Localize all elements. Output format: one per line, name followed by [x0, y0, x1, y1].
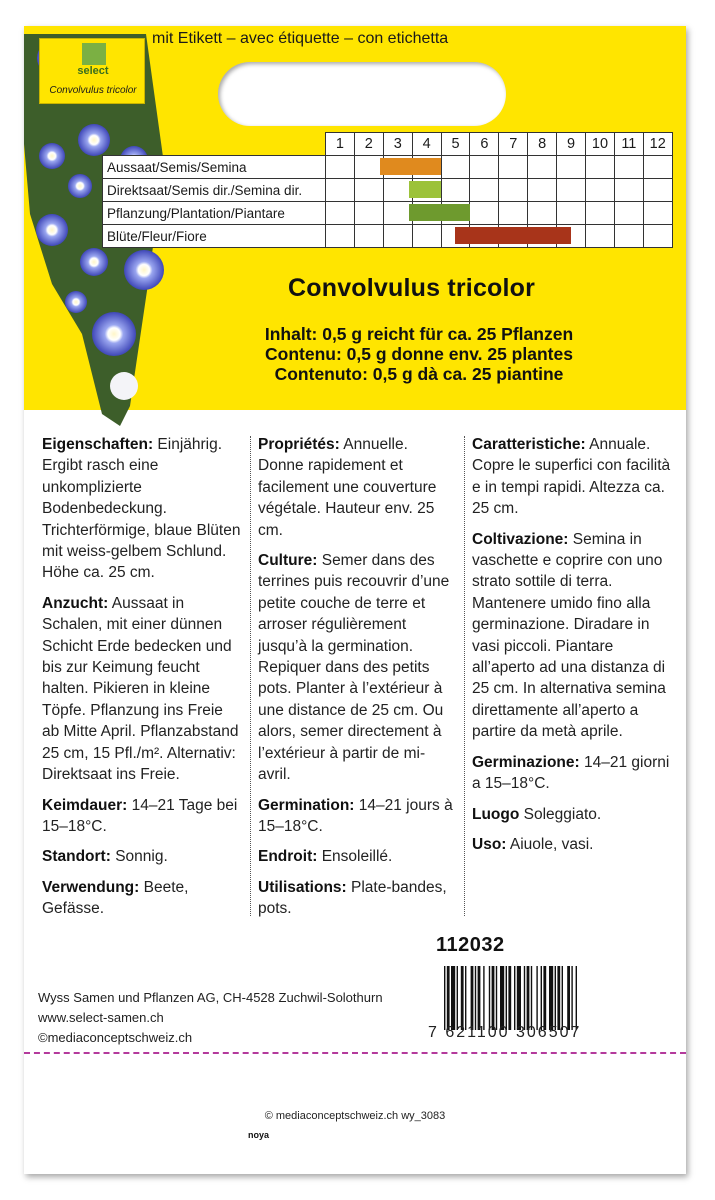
- select-logo: [73, 43, 113, 77]
- calendar-cell: [470, 179, 499, 202]
- calendar-cell: [586, 225, 615, 248]
- barcode-bar: [496, 966, 497, 1030]
- de-germination: Keimdauer: 14–21 Tage bei 15–18°C.: [42, 796, 238, 835]
- column-italian: [472, 434, 678, 864]
- species-title: Convolvulus tricolor: [288, 274, 536, 302]
- barcode-bar: [524, 966, 525, 1030]
- calendar-cell: [326, 225, 355, 248]
- calendar-cell: [354, 156, 383, 179]
- printer-logo: noya: [248, 1130, 270, 1140]
- calendar-cell: [412, 225, 441, 248]
- calendar-cell: [528, 179, 557, 202]
- calendar-cell: [528, 202, 557, 225]
- month-header: 2: [354, 133, 383, 156]
- article-number: 112032: [436, 934, 505, 956]
- calendar-cell: [441, 179, 470, 202]
- barcode-bar: [555, 966, 556, 1030]
- column-divider: [464, 436, 465, 916]
- label-species-name: Convolvulus tricolor: [49, 85, 137, 96]
- column-german: [42, 434, 242, 929]
- calendar-row-label: Pflanzung/Plantation/Piantare: [103, 202, 326, 225]
- fr-cultivation: Culture: Semer dans des terrines puis recouvrir d’une petite couche de terre et arroser régulièrement jusqu’à la germination. Repiquer dans des petits pots. Planter à l’extérieur à une distance de 25 cm. Ou alors, semer directement à l’extérieur à partir de mi-avril.: [258, 552, 450, 784]
- calendar-row-label: Aussaat/Semis/Semina: [103, 156, 326, 179]
- barcode-bar: [465, 966, 466, 1030]
- fr-properties: Propriétés: Annuelle. Donne rapidement et facilement une couverture végétale. Hauteur env. 25 cm.: [258, 436, 437, 539]
- column-divider: [250, 436, 251, 916]
- month-header: 6: [470, 133, 499, 156]
- month-header: 9: [557, 133, 586, 156]
- company-address: [38, 988, 383, 1048]
- calendar-cell: [354, 179, 383, 202]
- fr-usage: Utilisations: Plate-bandes, pots.: [258, 878, 447, 918]
- calendar-cell: [557, 179, 586, 202]
- calendar-cell: [586, 179, 615, 202]
- de-properties: Eigenschaften: Einjährig. Ergibt rasch eine unkomplizierte Bodenbedeckung. Trichterförmige, blaue Blüten mit weiss-gelbem Schlund. Höhe ca. 25 cm.: [42, 436, 241, 582]
- calendar-cell: [383, 202, 412, 225]
- calendar-cell: [326, 202, 355, 225]
- barcode-bar: [461, 966, 464, 1030]
- calendar-cell: [499, 156, 528, 179]
- barcode-bar: [557, 966, 560, 1030]
- barcode-bar: [508, 966, 511, 1030]
- barcode-bar: [571, 966, 572, 1030]
- calendar-cell: [470, 202, 499, 225]
- barcode-bar: [447, 966, 450, 1030]
- month-header: 10: [586, 133, 615, 156]
- barcode-bar: [549, 966, 553, 1030]
- calendar-cell: [643, 156, 672, 179]
- it-cultivation: Coltivazione: Semina in vaschette e coprire con uno strato sottile di terra. Mantenere umido fino alla germinazione. Diradare in vasi piccoli. Piantare all’aperto ad una distanza di 25 cm. In alternativa semina direttamente all’aperto a partire da metà aprile.: [472, 530, 666, 741]
- content-de: Inhalt: 0,5 g reicht für ca. 25 Pflanzen: [264, 324, 574, 344]
- barcode-bar: [527, 966, 530, 1030]
- fr-location: Endroit: Ensoleillé.: [258, 848, 393, 866]
- calendar-cell: [499, 202, 528, 225]
- label-card: [39, 38, 145, 104]
- barcode-bar: [541, 966, 542, 1030]
- calendar-cell: [643, 202, 672, 225]
- calendar-row-label: Direktsaat/Semis dir./Semina dir.: [103, 179, 326, 202]
- calendar-cell: [614, 179, 643, 202]
- calendar-cell: [557, 156, 586, 179]
- fold-line: [24, 1052, 686, 1054]
- content-it: Contenuto: 0,5 g dà ca. 25 piantine: [274, 364, 564, 384]
- month-header: 1: [326, 133, 355, 156]
- month-header: 8: [528, 133, 557, 156]
- calendar-cell: [614, 156, 643, 179]
- barcode-bar: [478, 966, 481, 1030]
- label-tagline: mit Etikett – avec étiquette – con etichetta: [152, 30, 449, 47]
- brand-name: select: [77, 65, 109, 77]
- barcode-bar: [567, 966, 570, 1030]
- barcode-bar: [576, 966, 577, 1030]
- calendar-cell: [614, 202, 643, 225]
- it-usage: Uso: Aiuole, vasi.: [472, 835, 594, 853]
- calendar-cell: [614, 225, 643, 248]
- month-header: 12: [643, 133, 672, 156]
- calendar-cell: [586, 156, 615, 179]
- barcode-bar: [543, 966, 546, 1030]
- calendar-cell: [326, 156, 355, 179]
- calendar-cell: [441, 156, 470, 179]
- hanging-hole: [218, 62, 506, 126]
- month-header: 11: [614, 133, 643, 156]
- barcode-bar: [562, 966, 563, 1030]
- month-header: 7: [499, 133, 528, 156]
- calendar-cell: [586, 202, 615, 225]
- content-fr: Contenu: 0,5 g donne env. 25 plantes: [265, 344, 573, 364]
- month-header: 4: [412, 133, 441, 156]
- copyright-line: ©mediaconceptschweiz.ch: [38, 1030, 193, 1045]
- barcode-bar: [492, 966, 495, 1030]
- seed-packet-back: [24, 26, 686, 1174]
- it-properties: Caratteristiche: Annuale. Copre le superfici con facilità e in tempi rapidi. Altezza ca. 25 cm.: [472, 436, 671, 518]
- column-french: [258, 434, 456, 929]
- de-location: Standort: Sonnig.: [42, 848, 168, 866]
- barcode-bar: [483, 966, 484, 1030]
- sowing-calendar: [102, 132, 673, 248]
- calendar-bar: [409, 204, 470, 221]
- it-location: Luogo Soleggiato.: [472, 805, 602, 823]
- calendar-cell: [528, 156, 557, 179]
- barcode-bar: [489, 966, 490, 1030]
- calendar-bar: [380, 158, 441, 175]
- calendar-cell: [557, 202, 586, 225]
- fr-germination: Germination: 14–21 jours à 15–18°C.: [258, 796, 453, 835]
- calendar-cell: [643, 179, 672, 202]
- barcode-bar: [444, 966, 445, 1030]
- barcode-bar: [475, 966, 476, 1030]
- website-link[interactable]: www.select-samen.ch: [38, 1010, 164, 1025]
- calendar-cell: [354, 225, 383, 248]
- address-line: Wyss Samen und Pflanzen AG, CH-4528 Zuchwil-Solothurn: [38, 990, 383, 1005]
- de-usage: Verwendung: Beete, Gefässe.: [42, 878, 189, 918]
- barcode: [444, 966, 650, 1030]
- barcode-bar: [517, 966, 521, 1030]
- barcode-bar: [536, 966, 537, 1030]
- calendar-cell: [383, 179, 412, 202]
- barcode-bar: [451, 966, 455, 1030]
- calendar-cell: [470, 156, 499, 179]
- footer-copyright: © mediaconceptschweiz.ch wy_3083: [264, 1110, 446, 1122]
- month-header: 3: [383, 133, 412, 156]
- calendar-cell: [354, 202, 383, 225]
- barcode-bar: [514, 966, 515, 1030]
- month-header: 5: [441, 133, 470, 156]
- calendar-row-label: Blüte/Fleur/Fiore: [103, 225, 326, 248]
- barcode-digits: 7 621100 306507: [428, 1024, 582, 1041]
- barcode-bar: [471, 966, 474, 1030]
- calendar-bar: [455, 227, 571, 244]
- calendar-cell: [326, 179, 355, 202]
- calendar-cell: [499, 179, 528, 202]
- barcode-bar: [531, 966, 532, 1030]
- barcode-bar: [457, 966, 458, 1030]
- content-info: [238, 324, 600, 384]
- yellow-header-panel: [24, 26, 686, 410]
- calendar-cell: [383, 225, 412, 248]
- de-cultivation: Anzucht: Aussaat in Schalen, mit einer dünnen Schicht Erde bedecken und bis zur Keimung feucht halten. Pikieren in kleine Töpfe. Pflanzung ins Freie ab Mitte April. Pflanzabstand 25 cm, 15 Pfl./m². Alternativ: Direktsaat ins Freie.: [42, 594, 239, 784]
- it-germination: Germinazione: 14–21 giorni a 15–18°C.: [472, 753, 670, 793]
- barcode-bar: [500, 966, 504, 1030]
- calendar-bar: [409, 181, 441, 198]
- barcode-bar: [506, 966, 507, 1030]
- calendar-cell: [643, 225, 672, 248]
